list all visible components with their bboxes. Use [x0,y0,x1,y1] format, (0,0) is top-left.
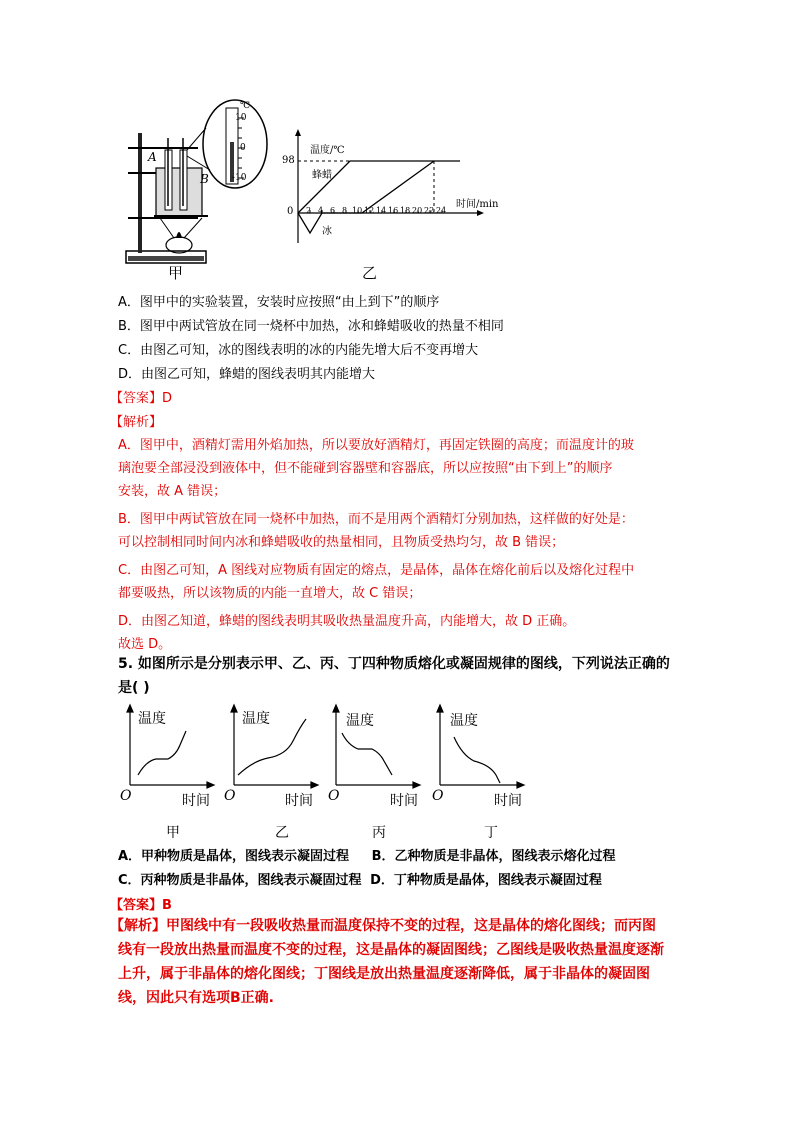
g4-caption: 丁 [484,825,498,841]
apparatus-label-a: A [148,150,157,164]
graph-origin: 0 [287,206,294,217]
q4-option-a: A．图甲中的实验装置，安装时应按照“由上到下”的顺序 [118,295,440,310]
q5-option-c: C．丙种物质是非晶体，图线表示凝固过程 [118,873,362,888]
q5-option-b: B．乙种物质是非晶体，图线表示熔化过程 [371,849,616,864]
g4-origin: O [432,788,444,804]
apparatus-label-b: B [200,172,209,186]
g3-xlabel: 时间 [390,793,418,809]
g3-ylabel: 温度 [346,713,374,729]
q4-analysis-line: 可以控制相同时间内冰和蜂蜡吸收的热量相同，且物质受热均匀，故 B 错误； [118,535,565,550]
tick-16: 16 [388,206,399,215]
q4-analysis [118,434,678,656]
tick-20: 20 [412,206,423,215]
q5-stem-line1: 5. 如图所示是分别表示甲、乙、丙、丁四种物质熔化或凝固规律的图线，下列说法正确的 [118,656,670,672]
q5-stem [118,652,678,700]
tick-14: 14 [376,206,387,215]
q4-analysis-line: D．由图乙知道，蜂蜡的图线表明其吸收热量温度升高，内能增大，故 D 正确。 [118,614,576,629]
q4-option-d: D．由图乙可知，蜂蜡的图线表明其内能增大 [118,367,376,382]
thermo-minus10: -10 [232,173,247,183]
graph-xlabel: 时间/min [456,199,499,210]
tick-22: 22 [424,206,435,215]
tick-10: 10 [352,206,363,215]
tick-2: 2 [306,206,312,215]
q4-analysis-line: A．图甲中，酒精灯需用外焰加热，所以要放好酒精灯，再固定铁圈的高度；而温度计的玻 [118,438,634,453]
q4-analysis-title: 【解析】 [110,415,163,430]
graph-ice-label: 冰 [322,226,332,237]
tick-18: 18 [400,206,411,215]
q4-analysis-line: B．图甲中两试管放在同一烧杯中加热，而不是用两个酒精灯分别加热，这样做的好处是： [118,512,634,527]
tick-12: 12 [364,206,375,215]
g1-ylabel: 温度 [138,711,166,727]
q4-analysis-line: 璃泡要全部浸没到液体中，但不能碰到容器壁和容器底，所以应按照“由下到上”的顺序 [118,461,613,476]
q4-analysis-line: 故选 D。 [118,637,172,652]
q5-stem-line2: 是( ) [118,680,150,696]
q5-analysis [110,914,690,1010]
tick-6: 6 [330,206,336,215]
q5-analysis-line: 线有一段放出热量而温度不变的过程，这是晶体的凝固图线；乙图线是吸收热量温度逐渐 [118,942,664,958]
g2-ylabel: 温度 [242,711,270,727]
q5-analysis-line: 【解析】甲图线中有一段吸收热量而温度保持不变的过程，这是晶体的熔化图线；而丙图 [110,918,656,934]
graph-wax-label: 蜂蜡 [312,170,332,181]
q5-analysis-line: 上升，属于非晶体的熔化图线；丁图线是放出热量温度逐渐降低，属于非晶体的凝固图 [118,966,650,982]
g3-origin: O [328,788,340,804]
g1-caption: 甲 [166,825,180,841]
g4-xlabel: 时间 [494,793,522,809]
q5-option-a: A．甲种物质是晶体，图线表示凝固过程 [118,849,350,864]
g2-origin: O [224,788,236,804]
q5-answer: 【答案】B [110,898,172,913]
figure-caption-jia: 甲 [168,264,184,282]
tick-24: 24 [436,206,447,215]
tick-4: 4 [318,206,324,215]
g1-origin: O [120,788,132,804]
tick-8: 8 [342,206,348,215]
q5-option-d: D．丁种物质是晶体，图线表示凝固过程 [370,873,602,888]
graph-x-ticks [306,206,476,218]
q4-analysis-line: 安装，故 A 错误； [118,484,227,499]
figure-caption-yi: 乙 [362,264,378,282]
q5-options-row1 [118,848,616,866]
thermo-10: 10 [235,113,247,123]
thermo-0: 0 [240,143,246,153]
thermo-unit: ℃ [240,101,251,111]
q4-option-b: B．图甲中两试管放在同一烧杯中加热，冰和蜂蜡吸收的热量不相同 [118,319,504,334]
g4-ylabel: 温度 [450,713,478,729]
g2-caption: 乙 [275,825,289,841]
graph-y98: 98 [282,155,295,166]
graph-ylabel: 温度/℃ [310,145,345,156]
q4-answer: 【答案】D [110,391,173,406]
q5-options-row2 [118,872,602,890]
q4-analysis-line: 都要吸热，所以该物质的内能一直增大，故 C 错误； [118,586,422,601]
g1-xlabel: 时间 [182,793,210,809]
q4-option-c: C．由图乙可知，冰的图线表明的冰的内能先增大后不变再增大 [118,343,479,358]
q4-analysis-line: C．由图乙可知，A 图线对应物质有固定的熔点，是晶体，晶体在熔化前后以及熔化过程中 [118,563,635,578]
q5-analysis-line: 线，因此只有选项B正确. [118,990,274,1006]
g3-caption: 丙 [372,825,386,841]
apparatus-figure [118,98,278,268]
g2-xlabel: 时间 [285,793,313,809]
